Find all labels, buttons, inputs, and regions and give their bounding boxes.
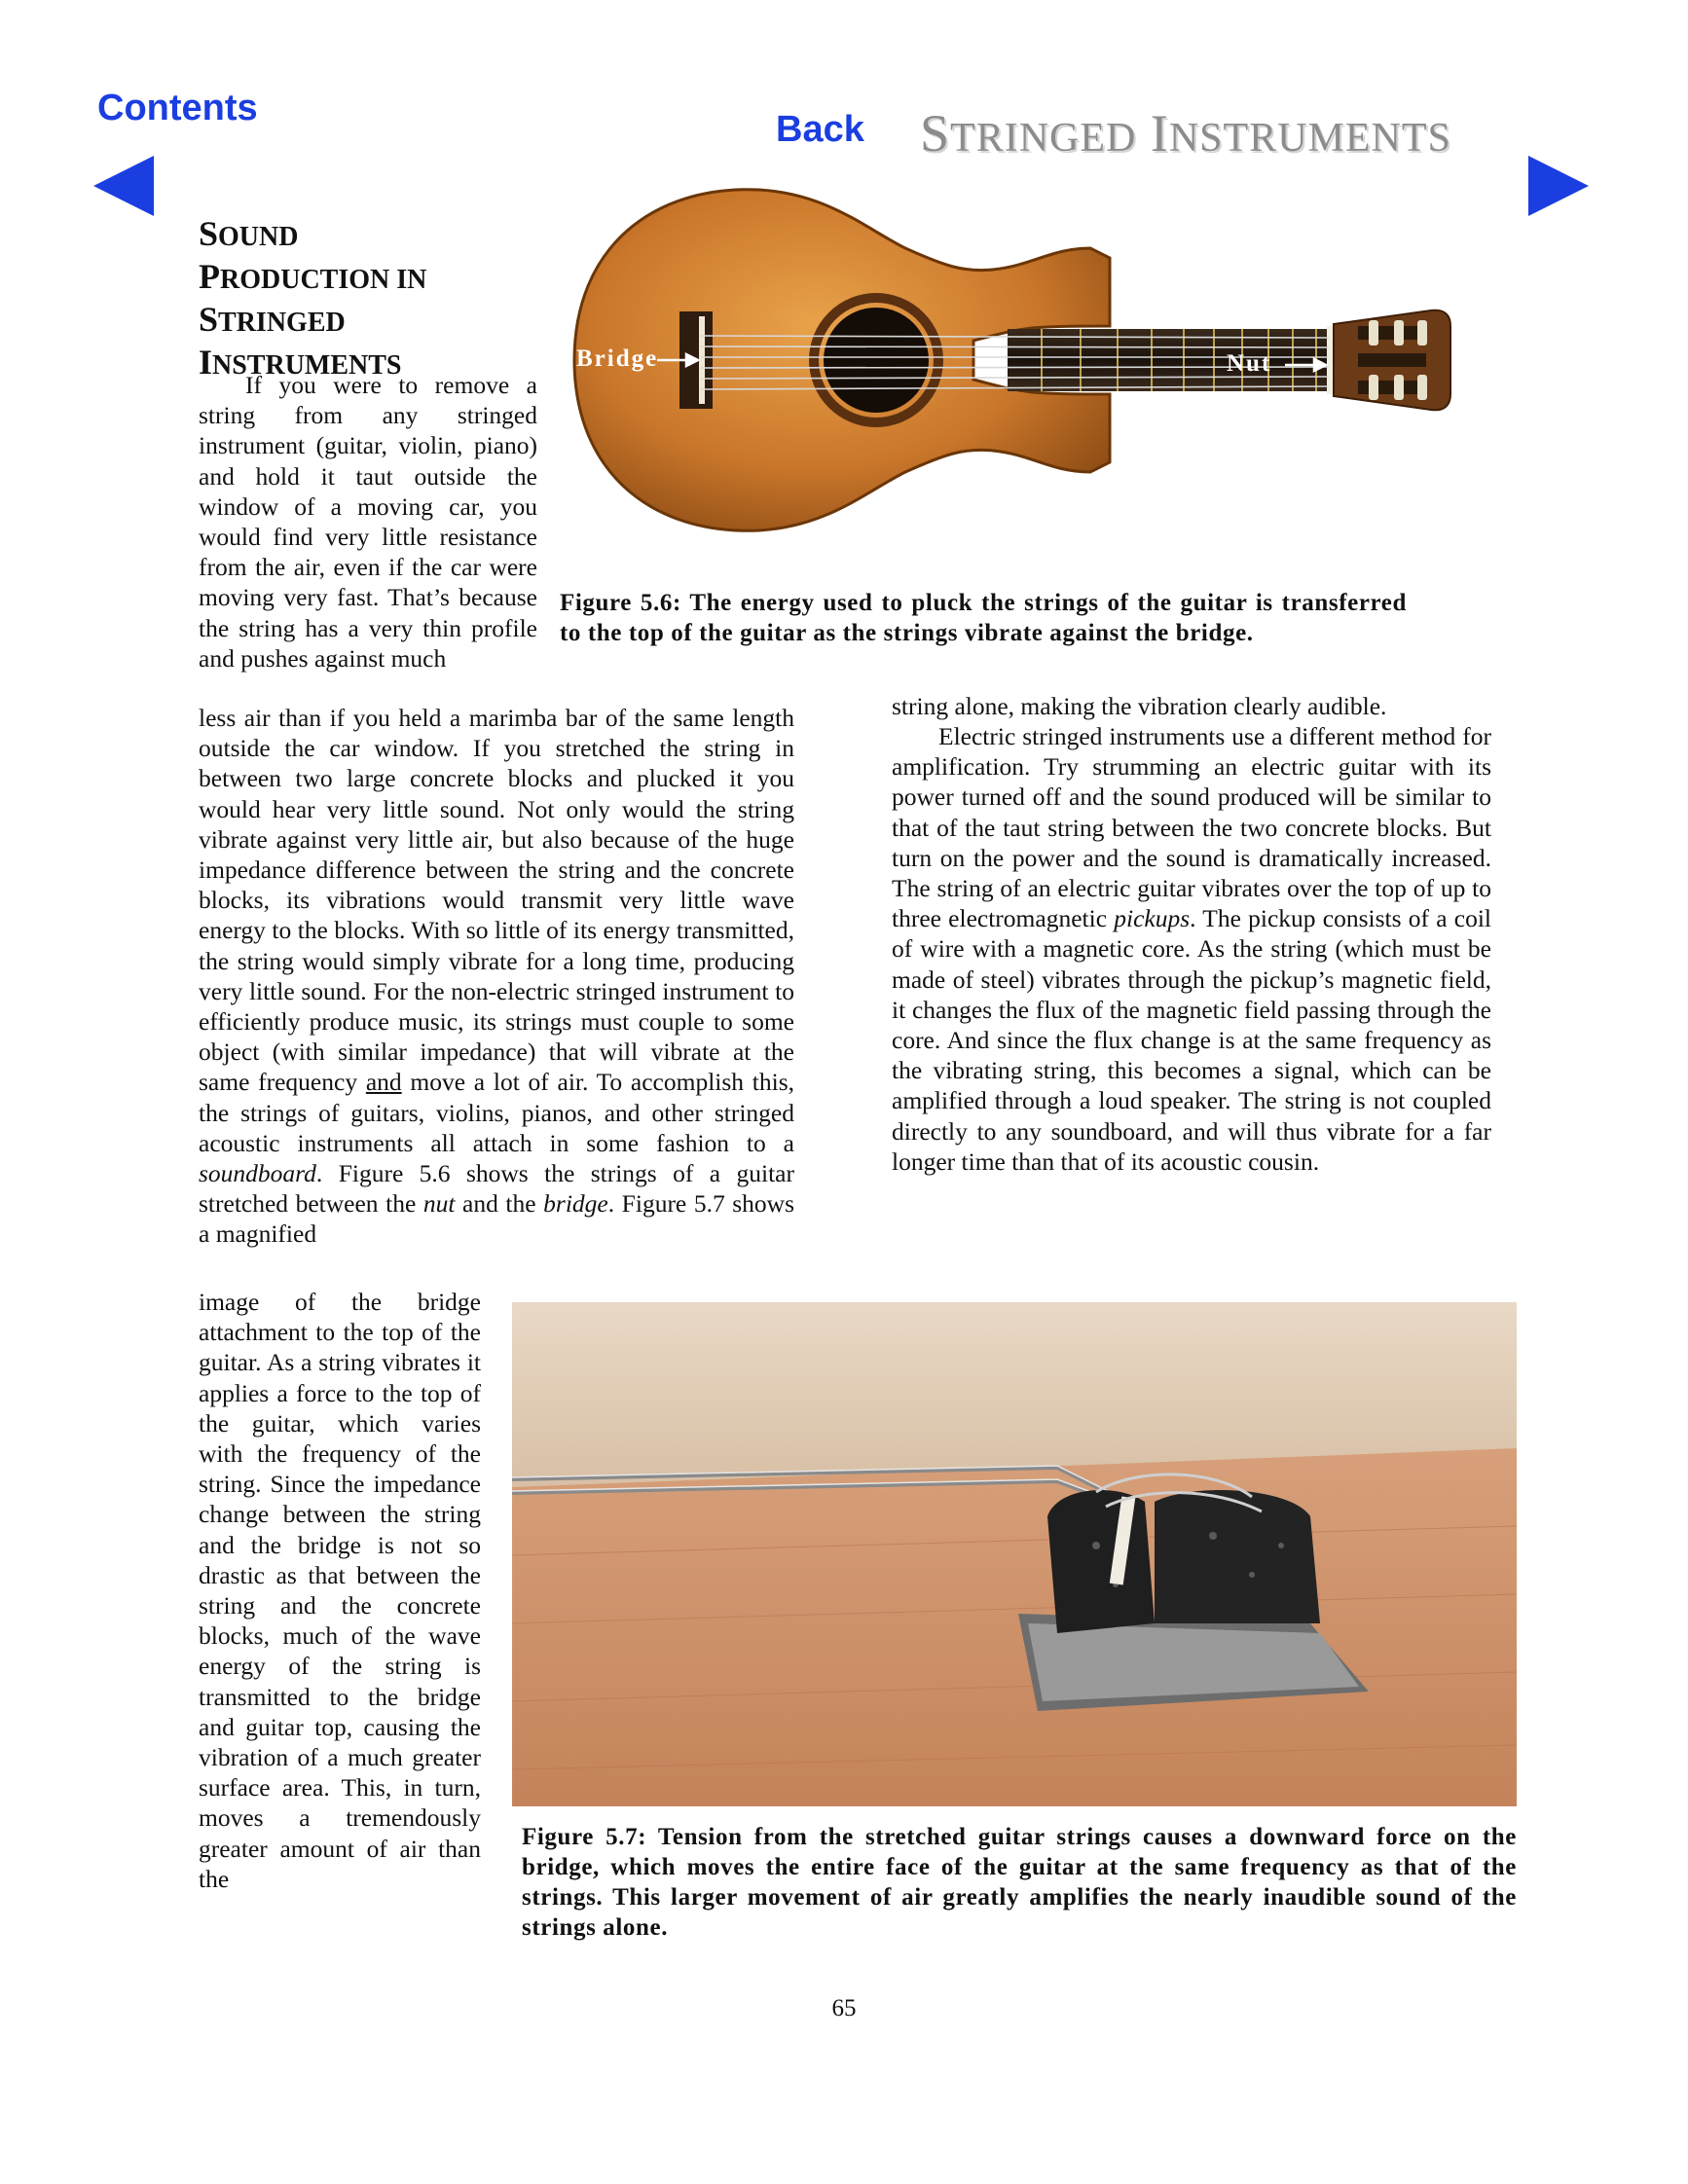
body-paragraph-main: less air than if you held a marimba bar of the same length outside the car window. If you stretched the string in between two large concrete blocks and plucked it you would hear very little sound. Not only would the string vibrate against very little air, but also because of the huge impedance difference between the string and the concrete blocks, its vibrations would transmit very little wave energy to the blocks. With so little of its energy transmitted, the string would simply vibrate for a long time, producing very little sound. For the non-electric stringed instrument to efficiently produce music, its strings must couple to some object (with similar impedance) that will vibrate at the same frequency and move a lot of air. To accomplish this, the strings of guitars, violins, pianos, and other stringed acoustic instruments all attach in some fashion to a soundboard. Figure 5.6 shows the strings of a guitar stretched between the nut and the bridge. Figure 5.7 shows a magnified (199, 704, 795, 1249)
page-number: 65 (831, 1995, 857, 2021)
next-page-arrow-icon[interactable] (1528, 156, 1589, 216)
body-paragraph-continuation: string alone, making the vibration clearly audible. (892, 692, 1387, 720)
bridge-label: Bridge (576, 346, 659, 372)
guitar-figure (565, 180, 1470, 540)
nut-label: Nut (1227, 350, 1272, 377)
section-heading: SOUND PRODUCTION IN STRINGED INSTRUMENTS (199, 214, 427, 382)
bridge-closeup-image (512, 1302, 1517, 1806)
running-head: STRINGED INSTRUMENTS (920, 104, 1451, 163)
body-paragraph-intro: If you were to remove a string from any stringed instrument (guitar, violin, piano) and hold it taut outside the window of a moving car, you would find very little resistance from the air, even if the car were moving very fast. That’s because the string has a very thin profile and pushes against much (199, 371, 537, 673)
body-paragraph-electric: Electric stringed instruments use a different method for amplification. Try strumming an electric guitar with its power turned off and the sound produced will be similar to that of the taut string between the two concrete blocks. But turn on the power and the sound is dramatically increased. The string of an electric guitar vibrates over the top of up to three electromagnetic pickups. The pickup consists of a coil of wire with a magnetic core. As the string (which must be made of steel) vibrates through the pickup’s magnetic field, it changes the flux of the magnetic field passing through the core. And since the flux change is at the same frequency as the vibrating string, this becomes a signal, which can be amplified through a loud speaker. The string is not coupled directly to any soundboard, and will thus vibrate for a far longer time than that of its acoustic cousin. (892, 722, 1491, 1176)
guitar-image (565, 180, 1470, 540)
body-paragraph-bridge: image of the bridge attachment to the top of the guitar. As a string vibrates it applies a force to the top of the guitar, which varies with the frequency of the string. Since the impedance change between the string and the bridge is not so drastic as that between the string and the concrete blocks, much of the wave energy of the string is transmitted to the bridge and guitar top, causing the vibration of a much greater surface area. This, in turn, moves a tremendously greater amount of air than the (199, 1288, 481, 1893)
bridge-closeup-figure (512, 1302, 1517, 1806)
contents-link[interactable]: Contents (97, 88, 258, 128)
figure-5-7-caption: Figure 5.7: Tension from the stretched guitar strings causes a downward force on the bridge, which moves the entire face of the guitar at the same frequency as that of the strings. This larger movement of air greatly amplifies the nearly inaudible sound of the strings alone. (522, 1824, 1517, 1941)
previous-page-arrow-icon[interactable] (93, 156, 154, 216)
back-link[interactable]: Back (776, 109, 864, 150)
figure-5-6-caption: Figure 5.6: The energy used to pluck the strings of the guitar is transferred to the top of the guitar as the strings vibrate against the bridge. (560, 590, 1407, 646)
